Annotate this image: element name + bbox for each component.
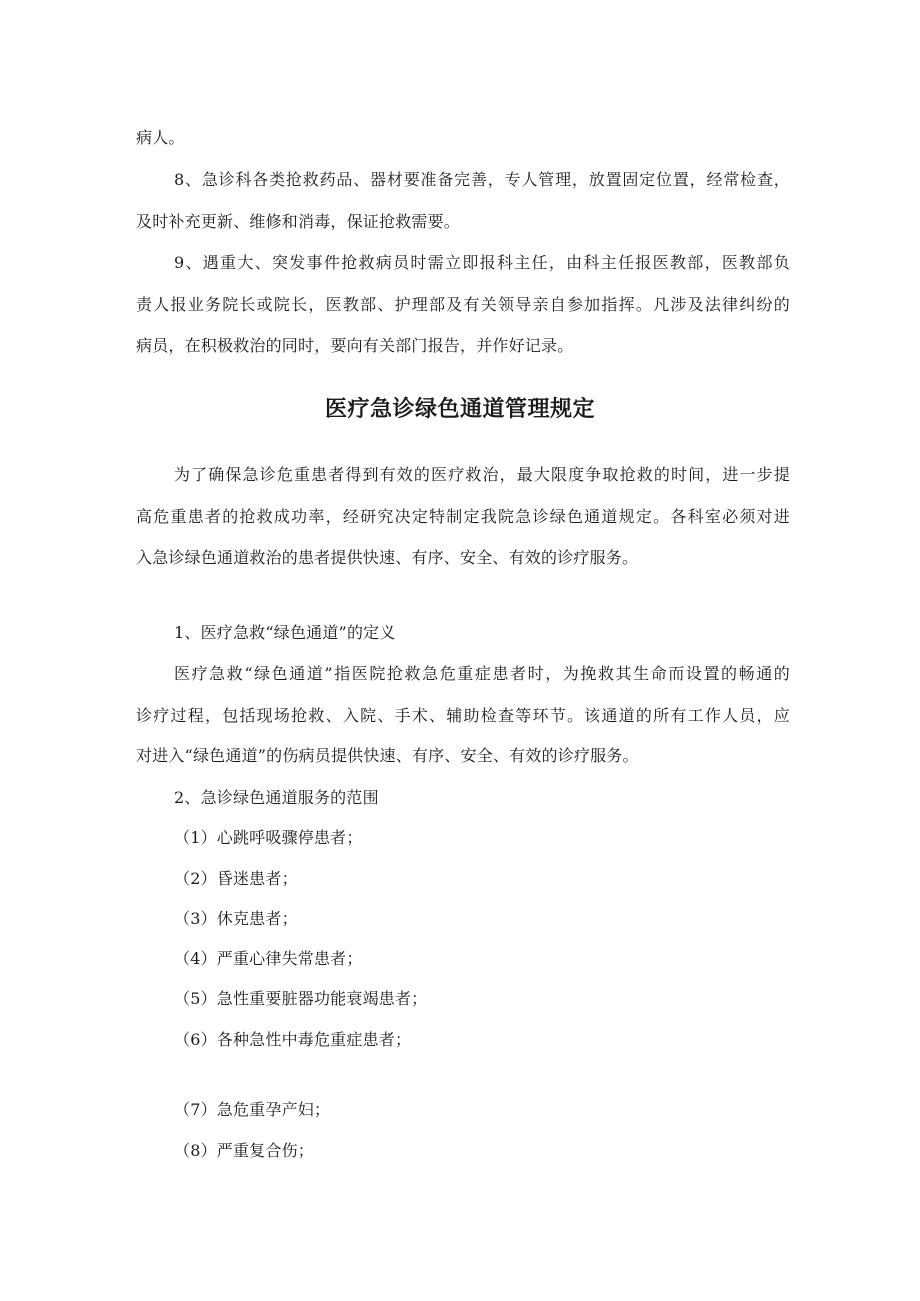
item-8-line-2: 及时补充更新、维修和消毒，保证抢救需要。 [136,212,461,231]
scope-item-4: （4）严重心律失常患者； [174,949,363,968]
item-8-line-1: 8、急诊科各类抢救药品、器材要准备完善，专人管理，放置固定位置，经常检查， [174,170,790,189]
preface-line-1: 为了确保急诊危重患者得到有效的医疗救治，最大限度争取抢救的时间，进一步提 [174,465,790,484]
scope-item-1: （1）心跳呼吸骤停患者； [174,828,363,847]
scope-item-8: （8）严重复合伤； [174,1141,314,1160]
preface-line-3: 入急诊绿色通道救治的患者提供快速、有序、安全、有效的诊疗服务。 [136,548,639,567]
item-9-line-1: 9、遇重大、突发事件抢救病员时需立即报科主任，由科主任报医教部，医教部负 [174,253,790,272]
definition-line-1: 医疗急救“绿色通道”指医院抢救急危重症患者时，为挽救其生命而设置的畅通的 [174,664,790,683]
intro-tail: 病人。 [136,128,185,147]
scope-item-7: （7）急危重孕产妇； [174,1100,331,1119]
item-9-line-3: 病员，在积极救治的同时，要向有关部门报告，并作好记录。 [136,336,574,355]
scope-item-5: （5）急性重要脏器功能衰竭患者； [174,989,428,1008]
definition-line-2: 诊疗过程，包括现场抢救、入院、手术、辅助检查等环节。该通道的所有工作人员，应 [136,706,790,725]
scope-item-3: （3）休克患者； [174,909,298,928]
preface-line-2: 高危重患者的抢救成功率，经研究决定特制定我院急诊绿色通道规定。各科室必须对进 [136,507,790,526]
item-9-line-2: 责人报业务院长或院长，医教部、护理部及有关领导亲自参加指挥。凡涉及法律纠纷的 [136,295,790,314]
definition-heading: 1、医疗急救“绿色通道”的定义 [174,623,396,642]
scope-heading: 2、急诊绿色通道服务的范围 [174,788,379,807]
scope-item-2: （2）昏迷患者； [174,869,298,888]
section-title: 医疗急诊绿色通道管理规定 [324,397,595,422]
definition-line-3: 对进入“绿色通道”的伤病员提供快速、有序、安全、有效的诊疗服务。 [136,746,639,765]
scope-item-6: （6）各种急性中毒危重症患者； [174,1030,412,1049]
